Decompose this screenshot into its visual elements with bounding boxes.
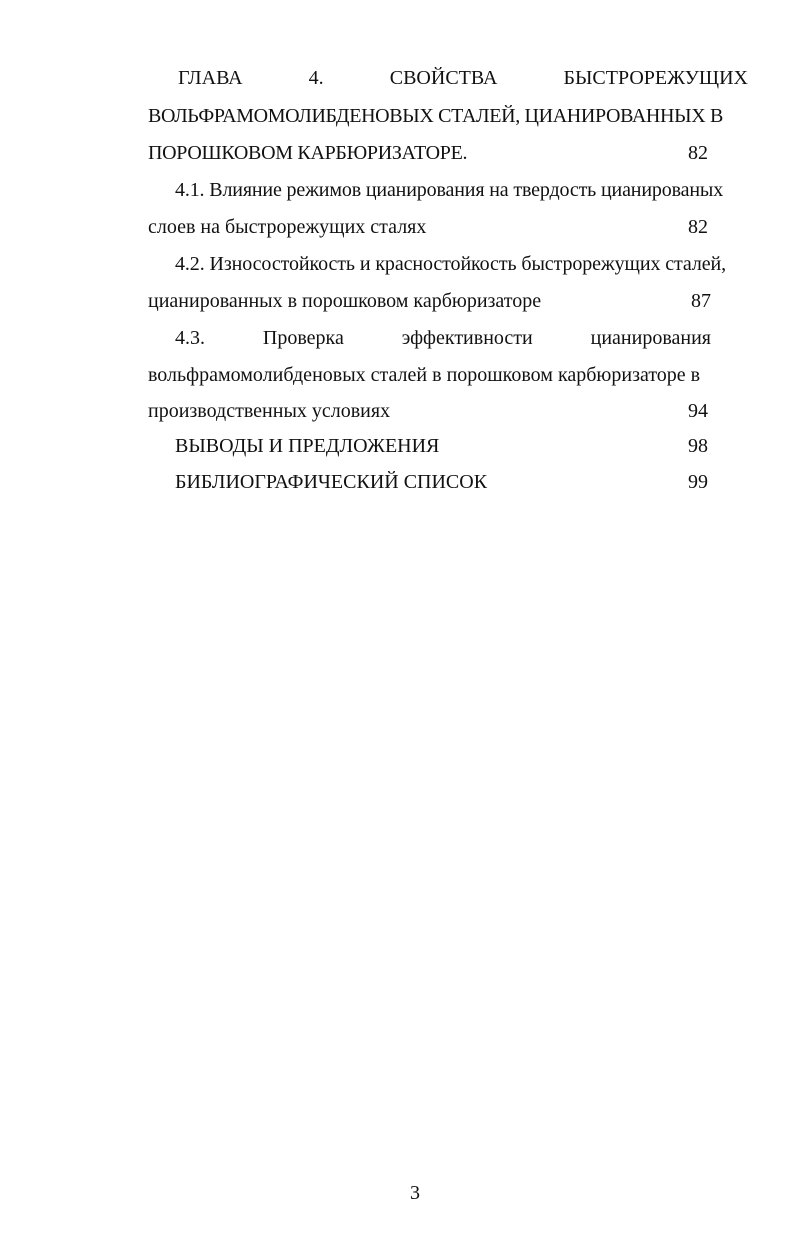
toc-sec43-line1 [175,326,711,350]
toc-chapter4-word-num: 4. [308,67,324,89]
toc-conclusions-label: ВЫВОДЫ И ПРЕДЛОЖЕНИЯ [175,435,440,457]
toc-bibliography-page: 99 [688,471,708,493]
toc-sec43-line3: производственных условиях [148,400,391,422]
toc-chapter4-word-svoystva: СВОЙСТВА [389,67,498,89]
toc-sec43-line2: вольфрамомолибденовых сталей в порошковом карбюризаторе в [148,364,701,386]
toc-sec43-word4: цианирования [590,327,711,349]
toc-chapter4-line3: ПОРОШКОВОМ КАРБЮРИЗАТОРЕ. [148,142,468,164]
toc-conclusions-page: 98 [688,435,708,457]
page-number: 3 [410,1182,420,1204]
toc-sec43-word2: Проверка [262,327,344,349]
toc-chapter4-word-glava: ГЛАВА [178,67,243,89]
toc-sec41-page: 82 [688,216,708,238]
toc-sec43-page: 94 [688,400,708,422]
toc-sec42-line1: 4.2. Износостойкость и красностойкость быстрорежущих сталей, [175,253,727,275]
toc-sec42-page: 87 [691,290,711,312]
toc-chapter4-word-bystro: БЫСТРОРЕЖУЩИХ [563,67,748,89]
toc-bibliography-label: БИБЛИОГРАФИЧЕСКИЙ СПИСОК [175,471,488,493]
toc-sec43-word1: 4.3. [175,327,205,349]
toc-sec42-line2: цианированных в порошковом карбюризаторе [148,290,542,312]
toc-sec43-word3: эффективности [401,327,533,349]
toc-sec41-line2: слоев на быстрорежущих сталях [148,216,427,238]
toc-chapter4-line2: ВОЛЬФРАМОМОЛИБДЕНОВЫХ СТАЛЕЙ, ЦИАНИРОВАННЫХ В [148,105,723,127]
toc-chapter4-page: 82 [688,142,708,164]
toc-chapter4-line1 [178,66,748,90]
toc-sec41-line1: 4.1. Влияние режимов цианирования на твердость цианированых [175,179,724,201]
